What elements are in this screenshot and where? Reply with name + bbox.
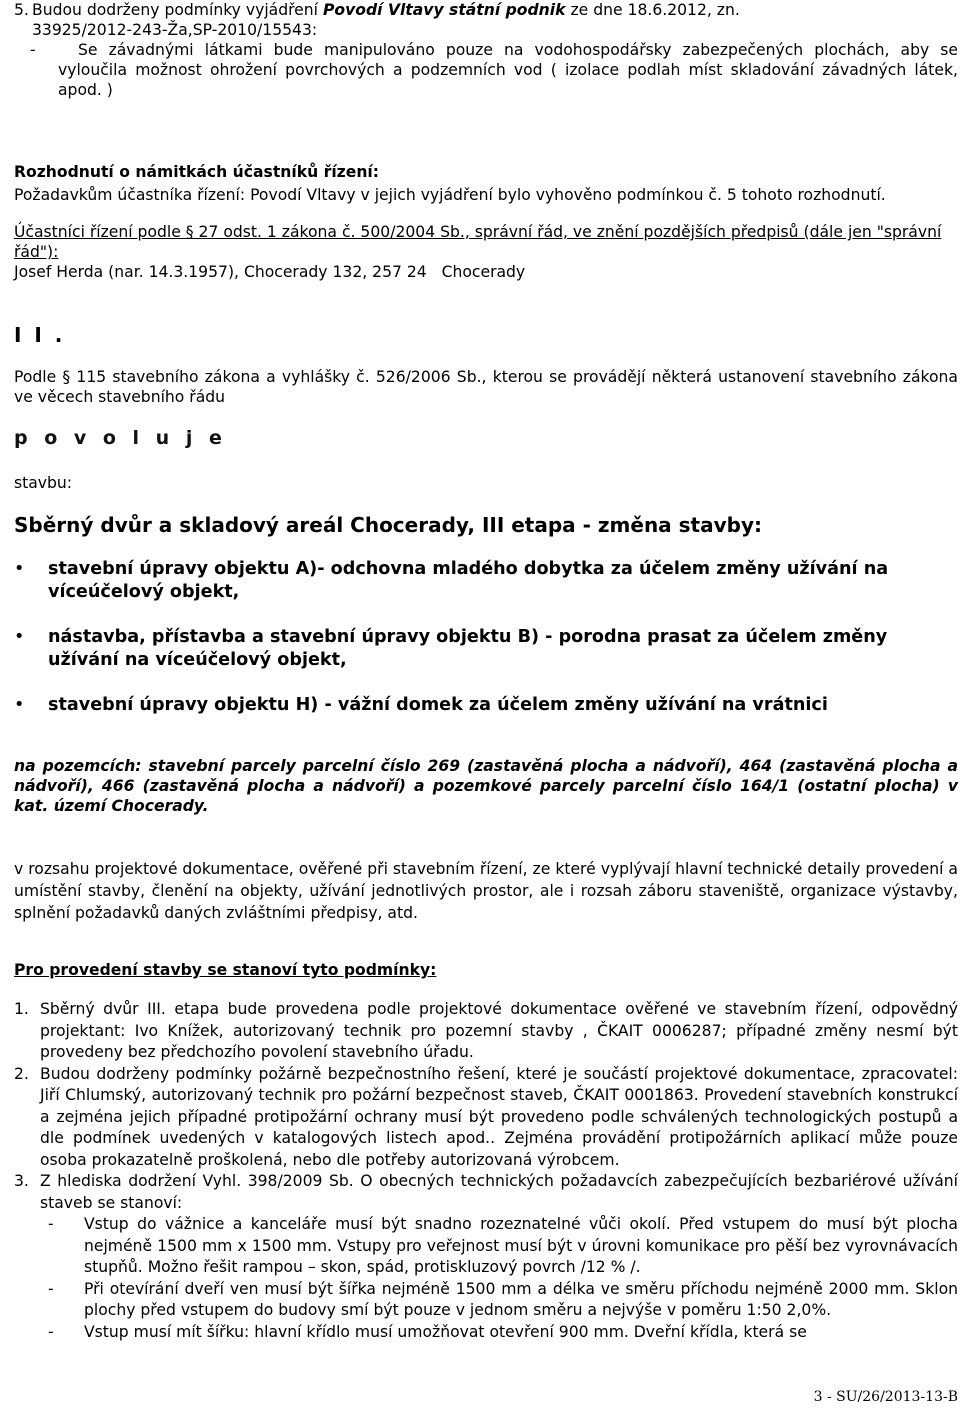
bullet-item: • stavební úpravy objektu A)- odchovna mladého dobytka za účelem změny užívání na víceúčelový objekt, xyxy=(14,559,889,602)
conditions-heading: Pro provedení stavby se stanoví tyto podmínky: xyxy=(14,961,437,979)
item-5-dash-point xyxy=(30,40,958,100)
dash-text: Se závadnými látkami bude manipulováno pouze na vodohospodářsky zabezpečených plochách, aby se vyloučila možnost ohrožení povrchových a podzemních vod ( izolace podlah míst skladování závadných látek, apod. ) xyxy=(58,41,958,99)
bullet-item: • nástavba, přístavba a stavební úpravy objektu B) - porodna prasat za účelem změny užívání na víceúčelový objekt, xyxy=(14,627,888,670)
objections-heading: Rozhodnutí o námitkách účastníků řízení: xyxy=(14,163,380,181)
participants-section xyxy=(14,222,958,282)
decision-verb: p o v o l u j e xyxy=(14,427,227,449)
project-title: Sběrný dvůr a skladový areál Chocerady, III etapa - změna stavby: xyxy=(14,513,762,537)
condition-number: 1. xyxy=(14,1000,29,1018)
condition-item: 3. Z hlediska dodržení Vyhl. 398/2009 Sb. O obecných technických požadavcích zabezpečujících bezbariérové užívání staveb se stanoví: - Vstup do vážnice a kanceláře musí být snadno rozeznatelné vůči okolí. Před vstupem do musí být plocha nejméně 1500 mm x 1500 mm. Vstupy pro veřejnost musí být v úrovni komunikace pro pěší bez vyrovnávacích stupňů. Možno řešit rampou – skon, spád, protiskluzový povrch /12 % /. - Při otevírání dveří ven musí být šířka nejméně 1500 mm a délka ve směru příchodu nejméně 2000 mm. Sklon plochy před vstupem do budovy smí být pouze v jednom směru a nejvýše v poměru 1:50 2,0%. - Vstup musí mít šířku: hlavní křídlo musí umožňovat otevření 900 mm. Dveřní křídla, která se xyxy=(40,1171,958,1343)
stavbu-label: stavbu: xyxy=(14,474,73,492)
conditions-list xyxy=(14,999,958,1343)
bullet-item: • stavební úpravy objektu H) - vážní domek za účelem změny užívání na vrátnici xyxy=(14,695,828,715)
dash-marker: - xyxy=(48,1215,54,1233)
condition-item-5 xyxy=(14,0,958,100)
bullet-list xyxy=(14,558,958,717)
scope-text: v rozsahu projektové dokumentace, ověřené při stavebním řízení, ze které vyplývají hlavní technické detaily provedení a umístění stavby, členění na objekty, užívání jednotlivých prostor, ale i rozsah záboru staveniště, organizace výstavby, splnění požadavků daných zvláštními předpisy, atd. xyxy=(14,860,958,922)
sub-point: - Vstup musí mít šířku: hlavní křídlo musí umožňovat otevření 900 mm. Dveřní křídla, která se xyxy=(40,1322,958,1344)
condition-item: 1. Sběrný dvůr III. etapa bude provedena podle projektové dokumentace ověřené ve stavebním řízení, odpovědný projektant: Ivo Knížek, autorizovaný technik pro pozemní stavby , ČKAIT 0006287; případné změny nesmí být provedeny bez předchozího povolení stavebního úřadu. xyxy=(14,1000,958,1061)
participants-label: Účastníci řízení podle § 27 odst. 1 zákona č. 500/2004 Sb., správní řád, ve znění pozdějších předpisů (dále jen "správní řád"): xyxy=(14,223,942,261)
participant-person: Josef Herda (nar. 14.3.1957), Chocerady 132, 257 24 Chocerady xyxy=(14,263,526,281)
dash-marker: - xyxy=(30,41,36,59)
authority-name: Povodí Vltavy státní podnik xyxy=(322,1,566,19)
bullet-icon: • xyxy=(14,559,25,579)
parcels-text: na pozemcích: stavební parcely parcelní číslo 269 (zastavěná plocha a nádvoří), 464 (zastavěná plocha a nádvoří), 466 (zastavěná plocha a nádvoří) a pozemkové parcely parcelní číslo 164/1 (ostatní plocha) v kat. území Chocerady. xyxy=(14,757,958,815)
objections-section xyxy=(14,162,958,205)
item-5-reference: 33925/2012-243-Ža,SP-2010/15543: xyxy=(32,21,318,39)
condition-number: 3. xyxy=(14,1172,29,1190)
item-number: 5. xyxy=(14,1,29,19)
bullet-icon: • xyxy=(14,627,25,647)
legal-basis: Podle § 115 stavebního zákona a vyhlášky č. 526/2006 Sb., kterou se provádějí některá ustanovení stavebního zákona ve věcech stavebního řádu xyxy=(14,368,958,406)
section-heading-ii: I I . xyxy=(14,323,66,347)
dash-marker: - xyxy=(48,1322,54,1341)
item-5-text: Budou dodrženy podmínky vyjádření Povodí Vltavy státní podnik ze dne 18.6.2012, zn. xyxy=(32,1,740,19)
sub-point: - Vstup do vážnice a kanceláře musí být snadno rozeznatelné vůči okolí. Před vstupem do musí být plocha nejméně 1500 mm x 1500 mm. Vstupy pro veřejnost musí být v úrovni komunikace pro pěší bez vyrovnávacích stupňů. Možno řešit rampou – skon, spád, protiskluzový povrch /12 % /. xyxy=(48,1215,958,1276)
condition-number: 2. xyxy=(14,1064,29,1083)
dash-marker: - xyxy=(48,1279,54,1298)
sub-point: - Při otevírání dveří ven musí být šířka nejméně 1500 mm a délka ve směru příchodu nejméně 2000 mm. Sklon plochy před vstupem do budovy smí být pouze v jednom směru a nejvýše v poměru 1:50 2,0%. xyxy=(48,1279,958,1319)
condition-item: 2. Budou dodrženy podmínky požárně bezpečnostního řešení, které je součástí projektové dokumentace, zpracovatel: Jiří Chlumský, autorizovaný technik pro požární bezpečnost staveb, ČKAIT 0001863. Provedení stavebních konstrukcí a zejména jejich případné protipožární ochrany musí být provedeno podle schválených technologických postupů a dle podmínek uvedených v katalogových listech apod.. Zejména provádění protipožárních aplikací může pouze osoba prokazatelně proškolená, nebo dle potřeby autorizovaná výrobcem. xyxy=(14,1064,958,1169)
page-footer: 3 - SU/26/2013-13-B xyxy=(813,1389,958,1405)
bullet-icon: • xyxy=(14,695,25,715)
objections-text: Požadavkům účastníka řízení: Povodí Vltavy v jejich vyjádření bylo vyhověno podmínkou č. 5 tohoto rozhodnutí. xyxy=(14,186,886,204)
